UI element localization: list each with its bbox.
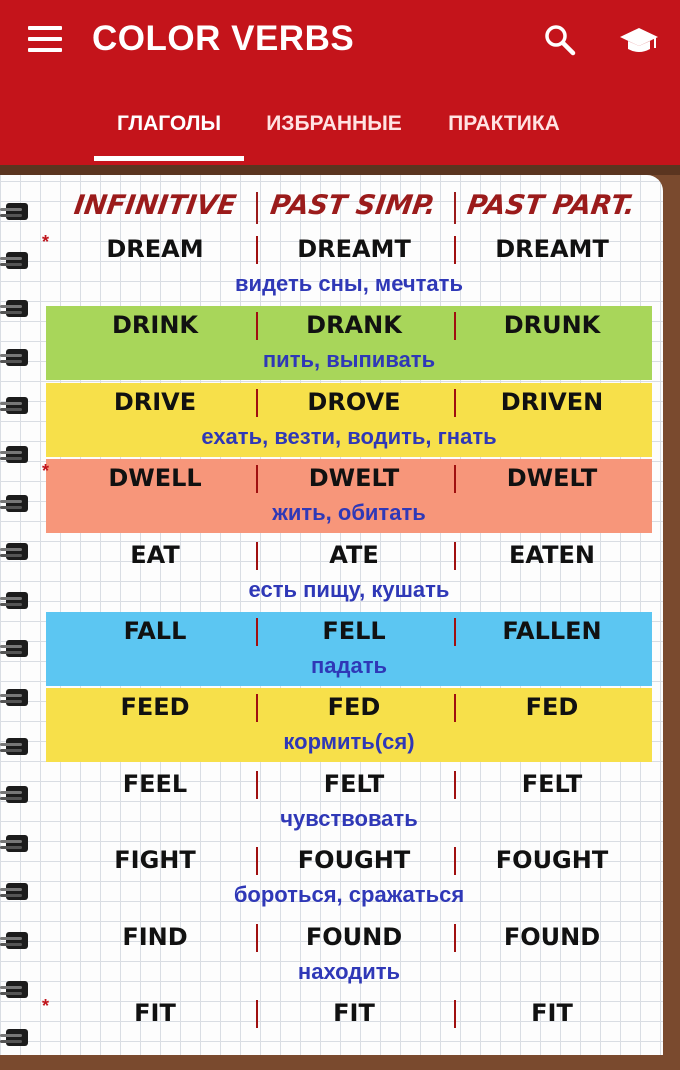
past-participle-cell: EATEN <box>509 540 595 569</box>
past-participle-cell: FELT <box>521 769 583 798</box>
past-participle-cell: FALLEN <box>502 617 602 645</box>
table-header <box>0 186 680 226</box>
tab-practice[interactable]: ПРАКТИКА <box>448 112 560 135</box>
tab-verbs[interactable]: ГЛАГОЛЫ <box>116 112 221 135</box>
infinitive-cell: FIND <box>122 922 188 951</box>
translation-text: кормить(ся) <box>283 729 415 755</box>
header-past-participle: PAST PART. <box>465 190 637 221</box>
verb-row-drive[interactable] <box>0 383 680 459</box>
past-participle-cell: DRIVEN <box>500 387 604 416</box>
active-tab-indicator <box>94 156 244 161</box>
past-simple-cell: DRANK <box>306 311 402 340</box>
translation-text: бороться, сражаться <box>233 882 465 908</box>
past-simple-cell: FELL <box>322 617 386 645</box>
past-participle-cell: FOUGHT <box>495 846 609 875</box>
infinitive-cell: FALL <box>123 617 187 645</box>
verb-row-feel[interactable] <box>0 765 680 841</box>
infinitive-cell: FIT <box>134 999 176 1027</box>
header-divider <box>454 192 456 224</box>
past-simple-cell: FOUND <box>305 922 403 951</box>
past-participle-cell: FIT <box>531 999 573 1027</box>
irregular-marker: * <box>42 232 50 252</box>
past-simple-cell: FED <box>327 693 381 722</box>
header-divider <box>256 192 258 224</box>
translation-text: падать <box>310 653 388 678</box>
verb-row-drink[interactable] <box>0 306 680 382</box>
past-simple-cell: DREAMT <box>297 235 411 263</box>
infinitive-cell: EAT <box>130 540 180 569</box>
infinitive-cell: DREAM <box>106 235 204 263</box>
translation-text: жить, обитать <box>272 500 426 526</box>
verb-row-fit[interactable] <box>0 994 680 1070</box>
verb-row-fall[interactable] <box>0 612 680 688</box>
past-participle-cell: FOUND <box>503 922 601 951</box>
past-simple-cell: ATE <box>329 540 379 569</box>
infinitive-cell: FEEL <box>122 769 188 798</box>
translation-text: видеть сны, мечтать <box>235 271 463 296</box>
infinitive-cell: DRINK <box>111 311 198 340</box>
verb-row-find[interactable] <box>0 918 680 994</box>
tab-favorites[interactable]: ИЗБРАННЫЕ <box>266 112 402 135</box>
translation-text: ехать, везти, водить, гнать <box>201 423 497 449</box>
verb-row-eat[interactable] <box>0 536 680 612</box>
header-infinitive: INFINITIVE <box>72 190 239 221</box>
past-simple-cell: FOUGHT <box>297 846 411 875</box>
menu-icon[interactable] <box>28 26 64 52</box>
past-simple-cell: FELT <box>323 769 385 798</box>
past-participle-cell: DREAMT <box>495 235 609 263</box>
irregular-marker: * <box>42 461 50 482</box>
app-bar <box>0 0 680 165</box>
translation-text: чувствовать <box>280 805 418 831</box>
translation-text: пить, выпивать <box>262 347 436 373</box>
past-simple-cell: DROVE <box>307 387 401 416</box>
verb-row-dream[interactable] <box>0 230 680 306</box>
infinitive-cell: FEED <box>120 693 190 722</box>
past-simple-cell: DWELT <box>308 464 400 493</box>
irregular-marker: * <box>42 996 50 1016</box>
translation-text: находить <box>297 958 401 984</box>
past-participle-cell: DRUNK <box>503 311 601 340</box>
infinitive-cell: DWELL <box>108 464 202 493</box>
app-title: COLOR VERBS <box>92 19 355 58</box>
header-past-simple: PAST SIMP. <box>268 190 438 221</box>
verb-row-dwell[interactable] <box>0 459 680 535</box>
graduation-cap-icon[interactable] <box>618 22 660 58</box>
past-participle-cell: FED <box>525 693 579 722</box>
verb-row-feed[interactable] <box>0 688 680 764</box>
verb-row-fight[interactable] <box>0 841 680 917</box>
infinitive-cell: DRIVE <box>113 387 197 416</box>
past-simple-cell: FIT <box>333 999 375 1027</box>
desk-background <box>0 165 680 175</box>
search-icon[interactable] <box>542 22 578 58</box>
translation-text: есть пищу, кушать <box>248 576 450 602</box>
infinitive-cell: FIGHT <box>114 846 196 875</box>
tab-bar <box>0 96 680 165</box>
past-participle-cell: DWELT <box>506 464 598 493</box>
